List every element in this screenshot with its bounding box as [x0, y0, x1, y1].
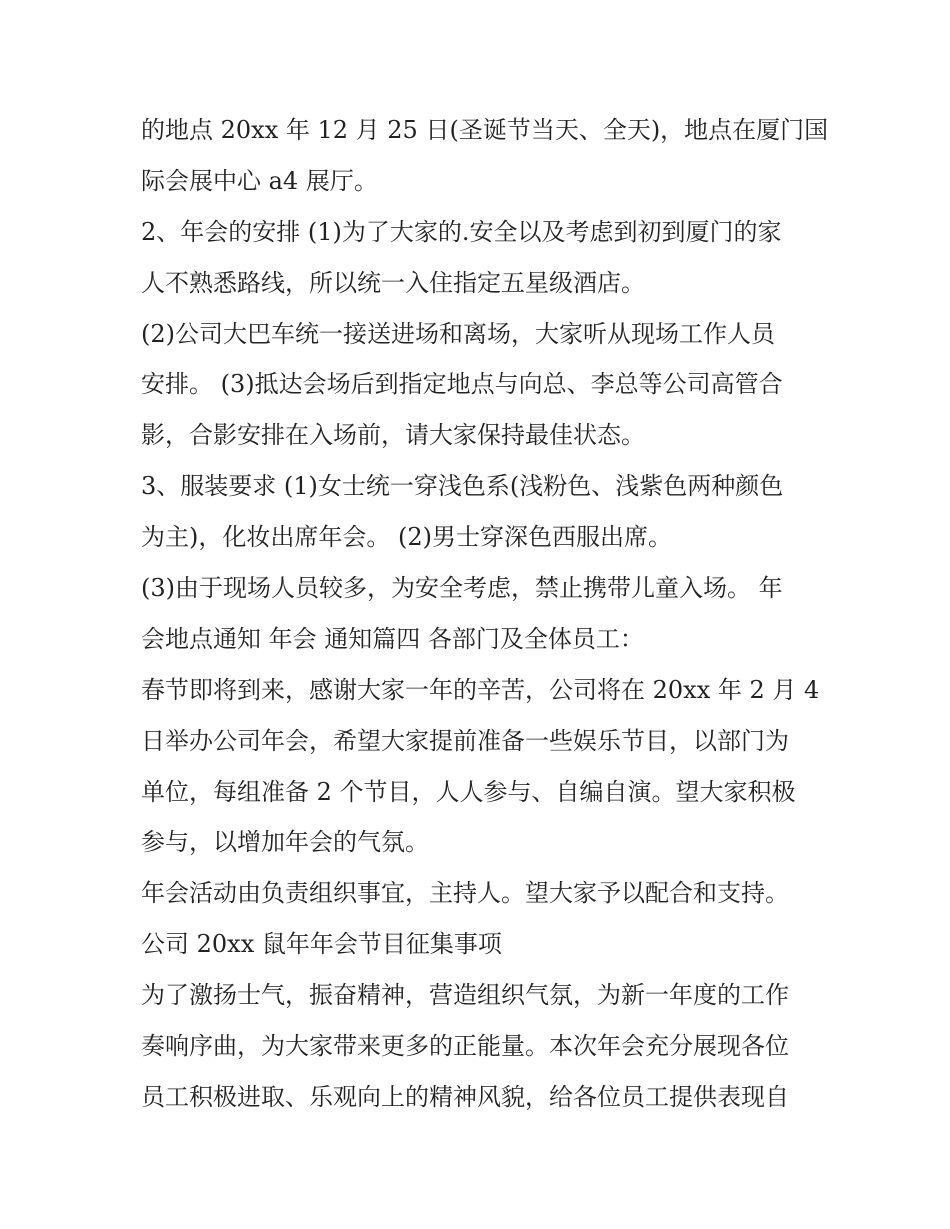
- text-line: 2、年会的安排 (1)为了大家的.安全以及考虑到初到厦门的家: [141, 217, 782, 246]
- text-line: 公司 20xx 鼠年年会节目征集事项: [141, 930, 502, 959]
- text-line: 年会活动由负责组织事宜，主持人。望大家予以配合和支持。: [141, 879, 789, 908]
- text-line: 安排。 (3)抵达会场后到指定地点与向总、李总等公司高管合: [141, 370, 783, 399]
- text-line: 员工积极进取、乐观向上的精神风貌，给各位员工提供表现自: [141, 1082, 789, 1111]
- text-line: 日举办公司年会，希望大家提前准备一些娱乐节目，以部门为: [141, 726, 789, 755]
- text-line: 的地点 20xx 年 12 月 25 日(圣诞节当天、全天)，地点在厦门国: [141, 116, 829, 144]
- text-line: 3、服装要求 (1)女士统一穿浅色系(浅粉色、浅紫色两种颜色: [141, 472, 784, 501]
- document-body: [141, 105, 829, 1123]
- text-line: 影，合影安排在入场前，请大家保持最佳状态。: [141, 421, 645, 450]
- text-line: 为了激扬士气，振奋精神，营造组织气氛，为新一年度的工作: [141, 981, 789, 1010]
- text-line: (2)公司大巴车统一接送进场和离场，大家听从现场工作人员: [141, 319, 775, 348]
- text-line: 奏响序曲，为大家带来更多的正能量。本次年会充分展现各位: [141, 1032, 789, 1061]
- text-line: 为主)，化妆出席年会。 (2)男士穿深色西服出席。: [141, 523, 672, 552]
- text-line: 人不熟悉路线，所以统一入住指定五星级酒店。: [141, 268, 645, 297]
- text-line: 际会展中心 a4 展厅。: [141, 166, 378, 195]
- text-line: 会地点通知 年会 通知篇四 各部门及全体员工：: [141, 624, 644, 653]
- text-line: 单位，每组准备 2 个节目，人人参与、自编自演。望大家积极: [141, 777, 796, 806]
- text-line: 参与，以增加年会的气氛。: [141, 828, 429, 857]
- text-line: (3)由于现场人员较多，为安全考虑，禁止携带儿童入场。 年: [141, 574, 783, 603]
- text-line: 春节即将到来，感谢大家一年的辛苦，公司将在 20xx 年 2 月 4: [141, 675, 820, 704]
